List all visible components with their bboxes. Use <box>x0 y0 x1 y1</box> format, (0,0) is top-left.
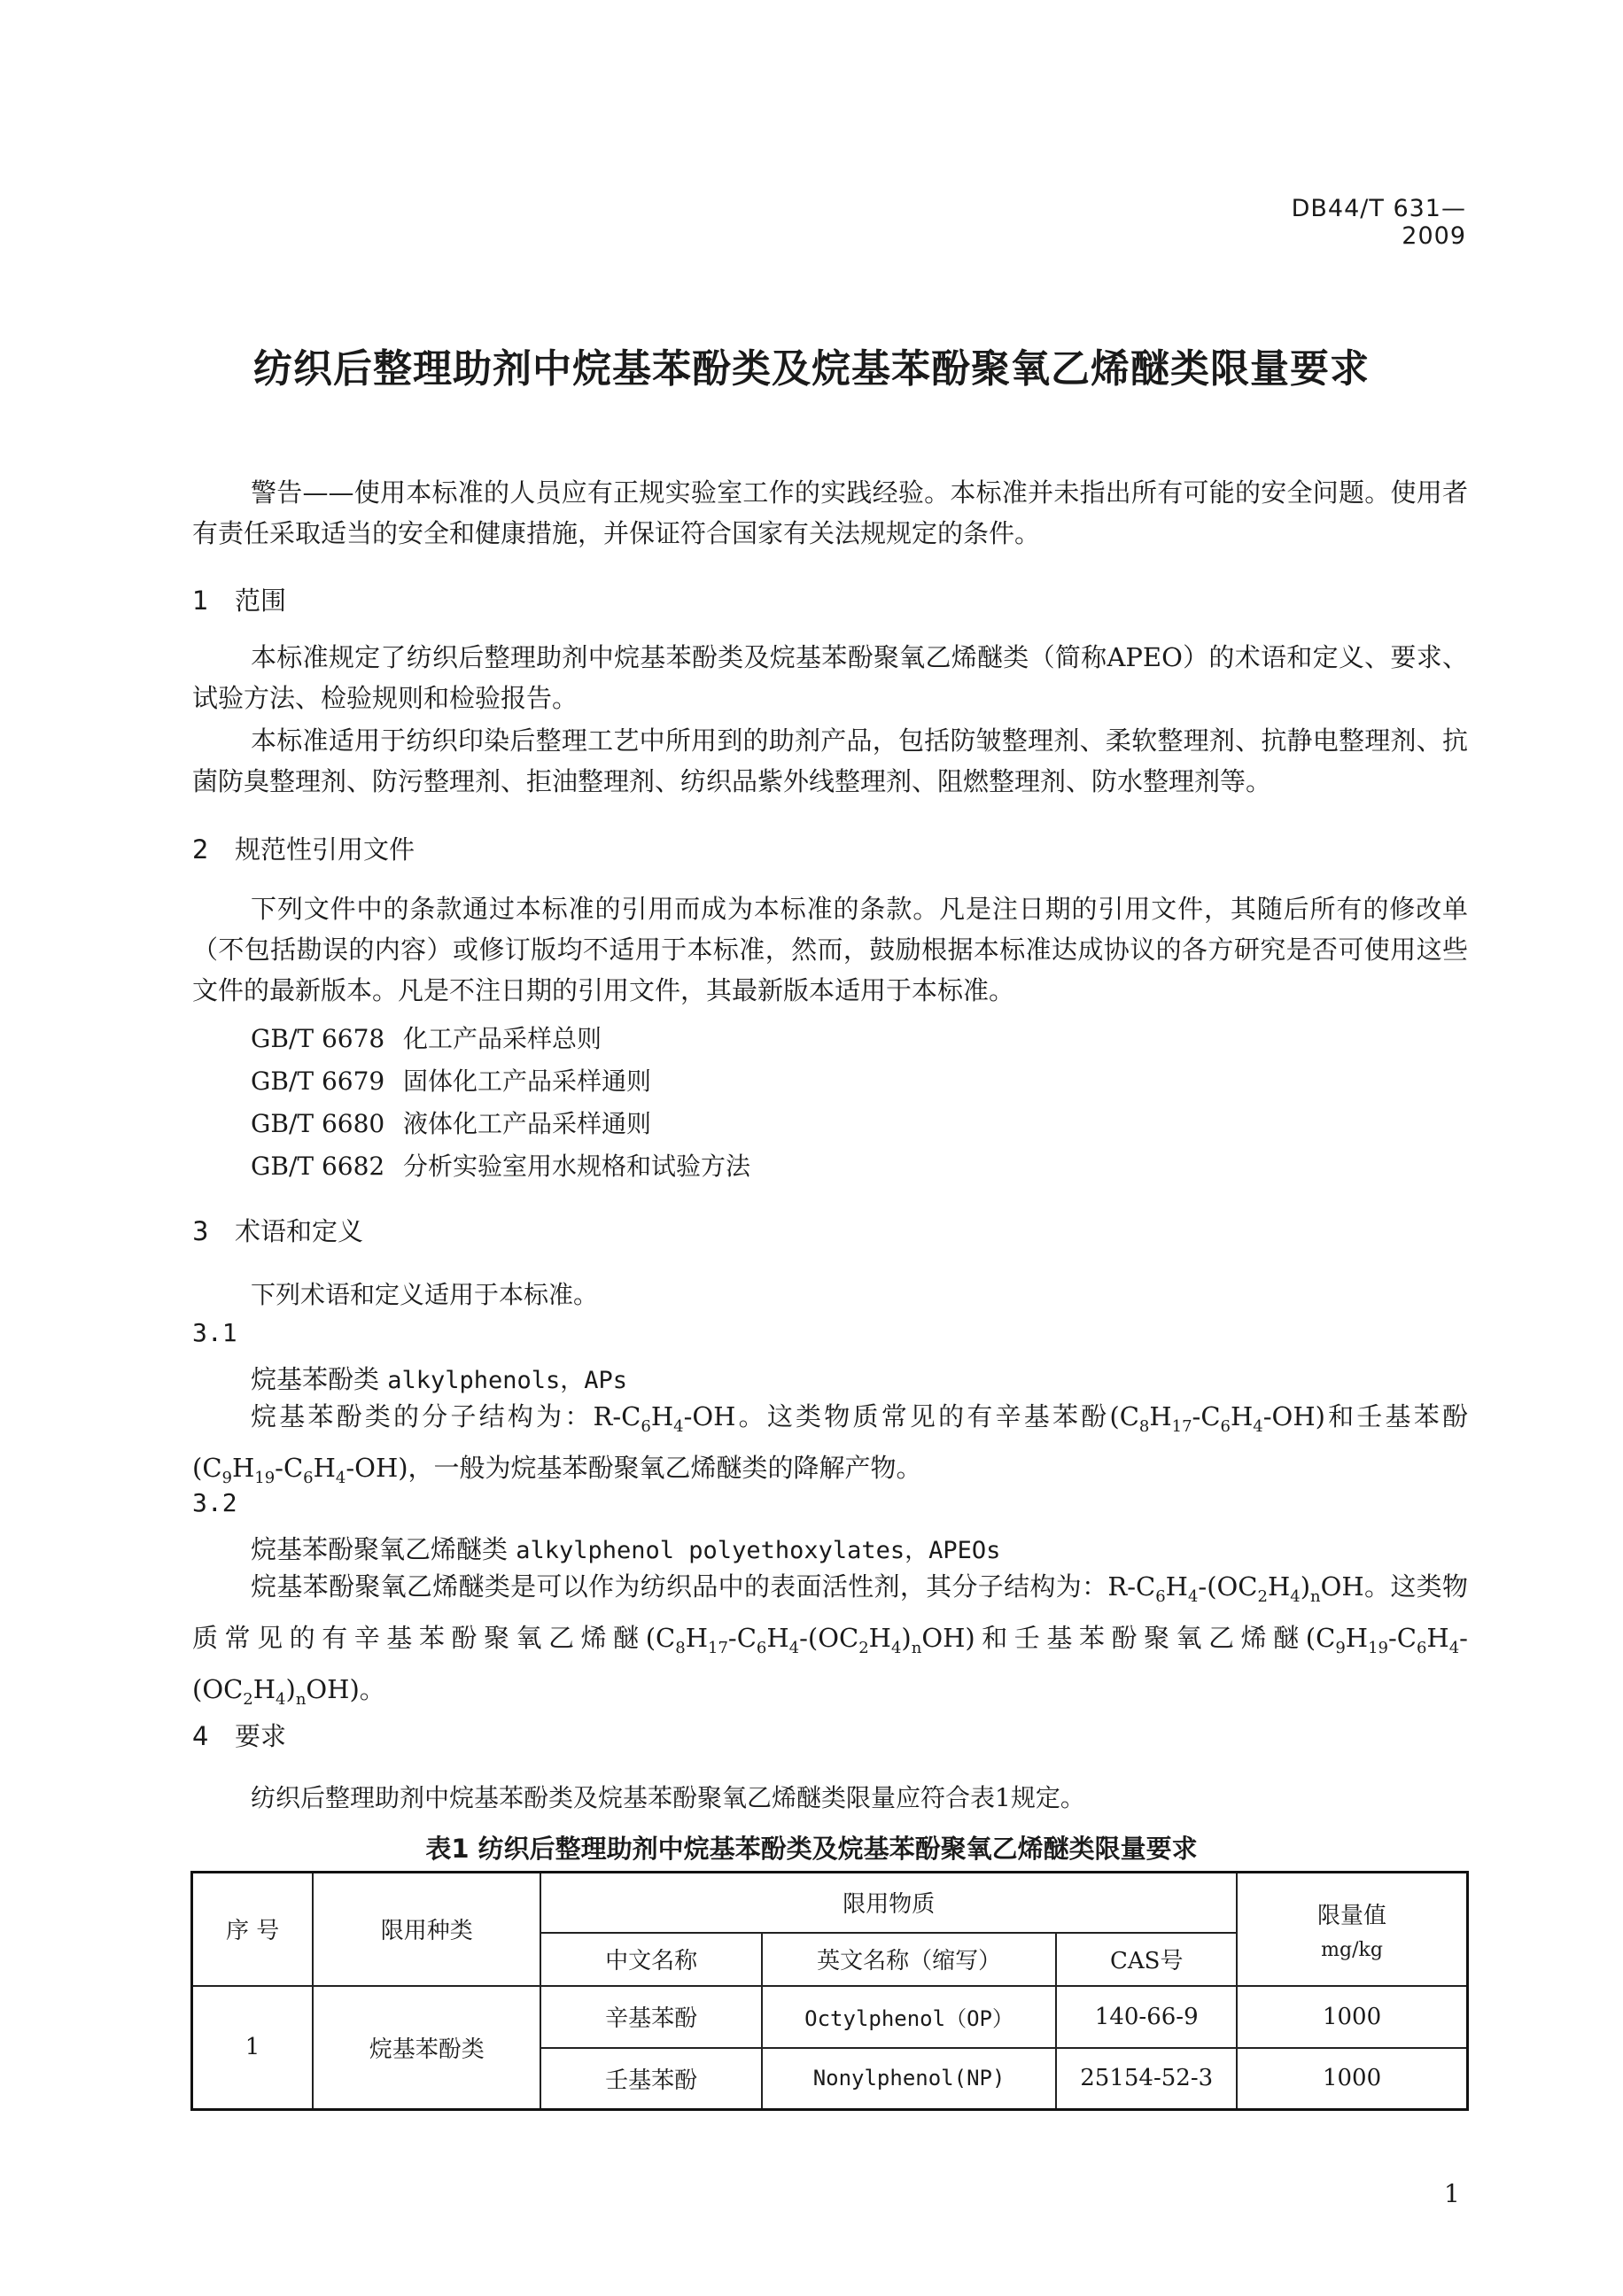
section-heading <box>192 830 415 866</box>
reference-code: GB/T 6679 <box>251 1067 385 1096</box>
table-cell: 140-66-9 <box>1056 1986 1237 2048</box>
paragraph: 下列文件中的条款通过本标准的引用而成为本标准的条款。凡是注日期的引用文件，其随后所有的修改单（不包括勘误的内容）或修订版均不适用于本标准，然而，鼓励根据本标准达成协议的各方研究是否可使用这些文件的最新版本。凡是不注日期的引用文件，其最新版本适用于本标准。 <box>192 894 1468 1005</box>
header-cell: 中文名称 <box>540 1933 761 1986</box>
header-cell: 英文名称（缩写） <box>762 1933 1057 1986</box>
term-heading <box>251 1360 627 1396</box>
paragraph: 本标准规定了纺织后整理助剂中烷基苯酚类及烷基苯酚聚氧乙烯醚类（简称APEO）的术语和定义、要求、试验方法、检验规则和检验报告。 <box>192 642 1468 713</box>
table-cell: 25154-52-3 <box>1056 2048 1237 2110</box>
reference-code: GB/T 6678 <box>251 1024 385 1053</box>
limit-header: 限量值 <box>1317 1902 1387 1929</box>
subclause-number: 3.1 <box>192 1318 237 1347</box>
document-number: DB44/T 631—2009 <box>1291 195 1466 250</box>
table-cell: 1000 <box>1237 2048 1467 2110</box>
term-english: alkylphenol polyethoxylates，APEOs <box>516 1537 1001 1564</box>
term-chinese: 烷基苯酚聚氧乙烯醚类 <box>251 1534 509 1564</box>
subclause-number: 3.2 <box>192 1488 237 1517</box>
section-heading <box>192 1717 286 1753</box>
header-cell: 限用种类 <box>313 1873 540 1986</box>
reference-code: GB/T 6680 <box>251 1109 385 1138</box>
limit-unit: mg/kg <box>1321 1938 1383 1961</box>
table-cell: 烷基苯酚类 <box>313 1986 540 2110</box>
section-number: 3 <box>192 1216 209 1246</box>
table-cell: 1 <box>192 1986 314 2110</box>
reference-item <box>251 1105 651 1140</box>
header-cell <box>1237 1873 1467 1986</box>
section-number: 2 <box>192 834 209 865</box>
paragraph: 本标准适用于纺织印染后整理工艺中所用到的助剂产品，包括防皱整理剂、柔软整理剂、抗静电整理剂、抗菌防臭整理剂、防污整理剂、拒油整理剂、纺织品紫外线整理剂、阻燃整理剂、防水整理剂等。 <box>192 725 1468 796</box>
term-chinese: 烷基苯酚类 <box>251 1364 380 1394</box>
section-title: 规范性引用文件 <box>235 834 415 865</box>
section-title: 范围 <box>235 586 287 616</box>
term-english: alkylphenols，APs <box>387 1367 628 1394</box>
header-cell: 序 号 <box>192 1873 314 1986</box>
section-number: 4 <box>192 1721 209 1751</box>
header-cell: 限用物质 <box>540 1873 1237 1933</box>
table-cell: 1000 <box>1237 1986 1467 2048</box>
reference-name: 固体化工产品采样通则 <box>403 1067 652 1096</box>
reference-item <box>251 1062 651 1098</box>
page-number: 1 <box>1444 2179 1460 2208</box>
reference-name: 化工产品采样总则 <box>403 1024 602 1053</box>
paragraph: 下列术语和定义适用于本标准。 <box>251 1280 599 1309</box>
table-cell: Octylphenol（OP） <box>762 1986 1057 2048</box>
term-heading <box>251 1530 1000 1566</box>
limits-table <box>190 1871 1469 2111</box>
section-heading <box>192 1212 363 1248</box>
reference-name: 分析实验室用水规格和试验方法 <box>403 1152 751 1181</box>
reference-item <box>251 1020 602 1055</box>
section-title: 术语和定义 <box>235 1216 364 1246</box>
reference-name: 液体化工产品采样通则 <box>403 1109 652 1138</box>
table-caption: 表1 纺织后整理助剂中烷基苯酚类及烷基苯酚聚氧乙烯醚类限量要求 <box>425 1834 1198 1864</box>
section-title: 要求 <box>235 1721 287 1751</box>
table-cell: 辛基苯酚 <box>540 1986 761 2048</box>
section-number: 1 <box>192 586 209 616</box>
table-cell: 壬基苯酚 <box>540 2048 761 2110</box>
header-cell: CAS号 <box>1056 1933 1237 1986</box>
section-heading <box>192 581 286 617</box>
term-definition: 烷基苯酚类的分子结构为：$R-C_6H_4-OH$。这类物质常见的有辛基苯酚$(C_8H_{17}-C_6H_4-OH)$和壬基苯酚$(C_9H_{19}-C_6H_4-OH)$，一般为烷基苯酚聚氧乙烯醚类的降解产物。 <box>192 1401 1468 1487</box>
term-definition: 烷基苯酚聚氧乙烯醚类是可以作为纺织品中的表面活性剂，其分子结构为：$R-C_6H_4-(OC_2H_4)_nOH$。这类物质常见的有辛基苯酚聚氧乙烯醚$(C_8H_{17}-C_6H_4-(OC_2H_4)_nOH)$和壬基苯酚聚氧乙烯醚$(C_9H_{19}-C_6H_4-(OC_2H_4)_nOH)$。 <box>192 1571 1468 1709</box>
document-title: 纺织后整理助剂中烷基苯酚类及烷基苯酚聚氧乙烯醚类限量要求 <box>253 346 1370 392</box>
reference-item <box>251 1147 750 1183</box>
paragraph: 纺织后整理助剂中烷基苯酚类及烷基苯酚聚氧乙烯醚类限量应符合表1规定。 <box>251 1783 1085 1812</box>
warning-paragraph: 警告——使用本标准的人员应有正规实验室工作的实践经验。本标准并未指出所有可能的安全问题。使用者有责任采取适当的安全和健康措施，并保证符合国家有关法规规定的条件。 <box>192 477 1468 548</box>
reference-code: GB/T 6682 <box>251 1152 385 1181</box>
table-cell: Nonylphenol(NP) <box>762 2048 1057 2110</box>
